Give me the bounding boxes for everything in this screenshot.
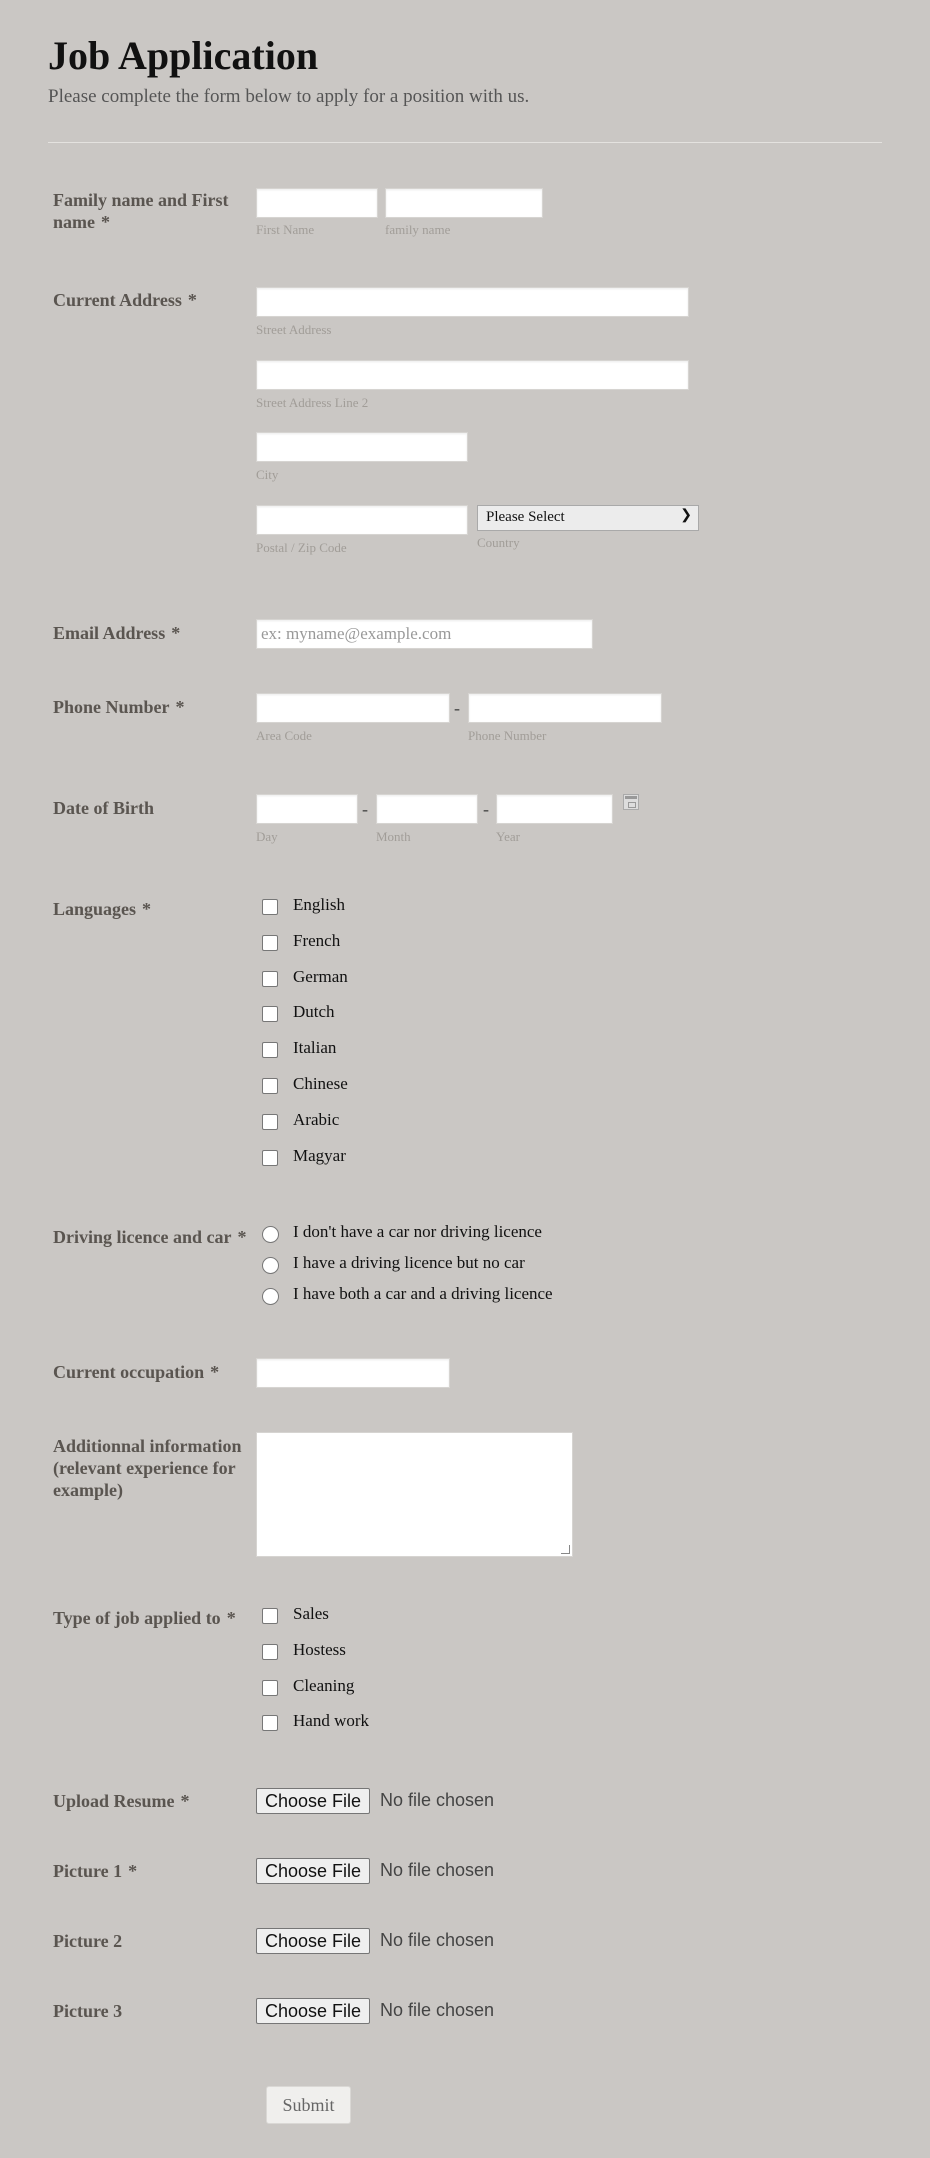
checkbox[interactable] bbox=[262, 971, 278, 987]
checkbox[interactable] bbox=[262, 899, 278, 915]
checkbox[interactable] bbox=[262, 1608, 278, 1624]
upload-resume-label: Upload Resume * bbox=[53, 1791, 190, 1811]
street-address-2-input[interactable] bbox=[256, 360, 689, 390]
family-name-input[interactable] bbox=[385, 188, 543, 218]
email-input[interactable] bbox=[256, 619, 593, 649]
occupation-label: Current occupation * bbox=[53, 1362, 220, 1382]
additional-label: Additionnal information (relevant experience for example) bbox=[53, 1436, 242, 1500]
file-status: No file chosen bbox=[380, 1860, 495, 1880]
submit-button[interactable]: Submit bbox=[266, 2086, 351, 2124]
driving-option-label: I have both a car and a driving licence bbox=[293, 1284, 553, 1303]
dob-year-input[interactable] bbox=[496, 794, 613, 824]
checkbox[interactable] bbox=[262, 1006, 278, 1022]
city-sublabel: City bbox=[256, 467, 279, 482]
choose-file-button[interactable]: Choose File bbox=[256, 1788, 370, 1814]
dob-separator-2: - bbox=[483, 799, 489, 819]
checkbox[interactable] bbox=[262, 1114, 278, 1130]
postal-code-sublabel: Postal / Zip Code bbox=[256, 540, 347, 555]
job-option-label: Hand work bbox=[293, 1711, 370, 1730]
street-address-sublabel: Street Address bbox=[256, 322, 332, 337]
street-address-2-sublabel: Street Address Line 2 bbox=[256, 395, 369, 410]
phone-separator: - bbox=[454, 698, 460, 718]
family-name-sublabel: family name bbox=[385, 222, 451, 237]
file-status: No file chosen bbox=[380, 1790, 495, 1810]
job-option-label: Sales bbox=[293, 1604, 329, 1623]
picture-3-label: Picture 3 bbox=[53, 2001, 123, 2021]
form-header bbox=[48, 30, 529, 108]
dob-month-input[interactable] bbox=[376, 794, 478, 824]
radio-button[interactable] bbox=[262, 1257, 279, 1274]
first-name-sublabel: First Name bbox=[256, 222, 315, 237]
country-select-value: Please Select bbox=[486, 509, 565, 525]
language-option-label: Dutch bbox=[293, 1002, 335, 1021]
email-label: Email Address * bbox=[53, 623, 181, 643]
language-option-label: Magyar bbox=[293, 1146, 346, 1165]
email-placeholder: ex: myname@example.com bbox=[261, 624, 452, 643]
dob-label: Date of Birth bbox=[53, 798, 154, 818]
checkbox[interactable] bbox=[262, 1715, 278, 1731]
chevron-down-icon: ❯ bbox=[680, 508, 692, 523]
job-option-label: Cleaning bbox=[293, 1676, 355, 1695]
dob-month-sublabel: Month bbox=[376, 829, 411, 844]
checkbox[interactable] bbox=[262, 935, 278, 951]
additional-textarea[interactable] bbox=[256, 1432, 573, 1557]
country-select[interactable] bbox=[477, 505, 699, 531]
checkbox[interactable] bbox=[262, 1150, 278, 1166]
file-status: No file chosen bbox=[380, 1930, 495, 1950]
checkbox[interactable] bbox=[262, 1644, 278, 1660]
area-code-sublabel: Area Code bbox=[256, 728, 312, 743]
phone-label: Phone Number * bbox=[53, 697, 185, 717]
dob-day-input[interactable] bbox=[256, 794, 358, 824]
choose-file-button[interactable]: Choose File bbox=[256, 1928, 370, 1954]
picture-2-label: Picture 2 bbox=[53, 1931, 123, 1951]
picture-1-label: Picture 1 * bbox=[53, 1861, 138, 1881]
language-option-label: Italian bbox=[293, 1038, 337, 1057]
page-title: Job Application bbox=[48, 33, 319, 78]
address-label: Current Address * bbox=[53, 290, 197, 310]
radio-button[interactable] bbox=[262, 1226, 279, 1243]
checkbox[interactable] bbox=[262, 1680, 278, 1696]
language-option-label: Chinese bbox=[293, 1074, 348, 1093]
phone-number-sublabel: Phone Number bbox=[468, 728, 547, 743]
dob-separator-1: - bbox=[362, 799, 368, 819]
postal-code-input[interactable] bbox=[256, 505, 468, 535]
street-address-input[interactable] bbox=[256, 287, 689, 317]
name-label: Family name and First name * bbox=[53, 190, 229, 232]
area-code-input[interactable] bbox=[256, 693, 450, 723]
page-subtitle: Please complete the form below to apply for a position with us. bbox=[48, 86, 530, 107]
job-option-label: Hostess bbox=[293, 1640, 346, 1659]
job-type-label: Type of job applied to * bbox=[53, 1608, 236, 1628]
choose-file-button[interactable]: Choose File bbox=[256, 1998, 370, 2024]
phone-number-input[interactable] bbox=[468, 693, 662, 723]
file-status: No file chosen bbox=[380, 2000, 495, 2020]
checkbox[interactable] bbox=[262, 1078, 278, 1094]
country-sublabel: Country bbox=[477, 535, 520, 550]
driving-option-label: I have a driving licence but no car bbox=[293, 1253, 525, 1272]
dob-day-sublabel: Day bbox=[256, 829, 278, 844]
language-option-label: English bbox=[293, 895, 345, 914]
language-option-label: German bbox=[293, 967, 348, 986]
radio-button[interactable] bbox=[262, 1288, 279, 1305]
choose-file-button[interactable]: Choose File bbox=[256, 1858, 370, 1884]
header-divider bbox=[48, 142, 882, 143]
dob-year-sublabel: Year bbox=[496, 829, 520, 844]
checkbox[interactable] bbox=[262, 1042, 278, 1058]
city-input[interactable] bbox=[256, 432, 468, 462]
driving-label: Driving licence and car * bbox=[53, 1227, 247, 1247]
language-option-label: Arabic bbox=[293, 1110, 340, 1129]
languages-label: Languages * bbox=[53, 899, 152, 919]
occupation-input[interactable] bbox=[256, 1358, 450, 1388]
calendar-icon[interactable] bbox=[623, 794, 639, 810]
driving-option-label: I don't have a car nor driving licence bbox=[293, 1222, 542, 1241]
resize-handle[interactable] bbox=[561, 1545, 570, 1554]
language-option-label: French bbox=[293, 931, 341, 950]
first-name-input[interactable] bbox=[256, 188, 378, 218]
